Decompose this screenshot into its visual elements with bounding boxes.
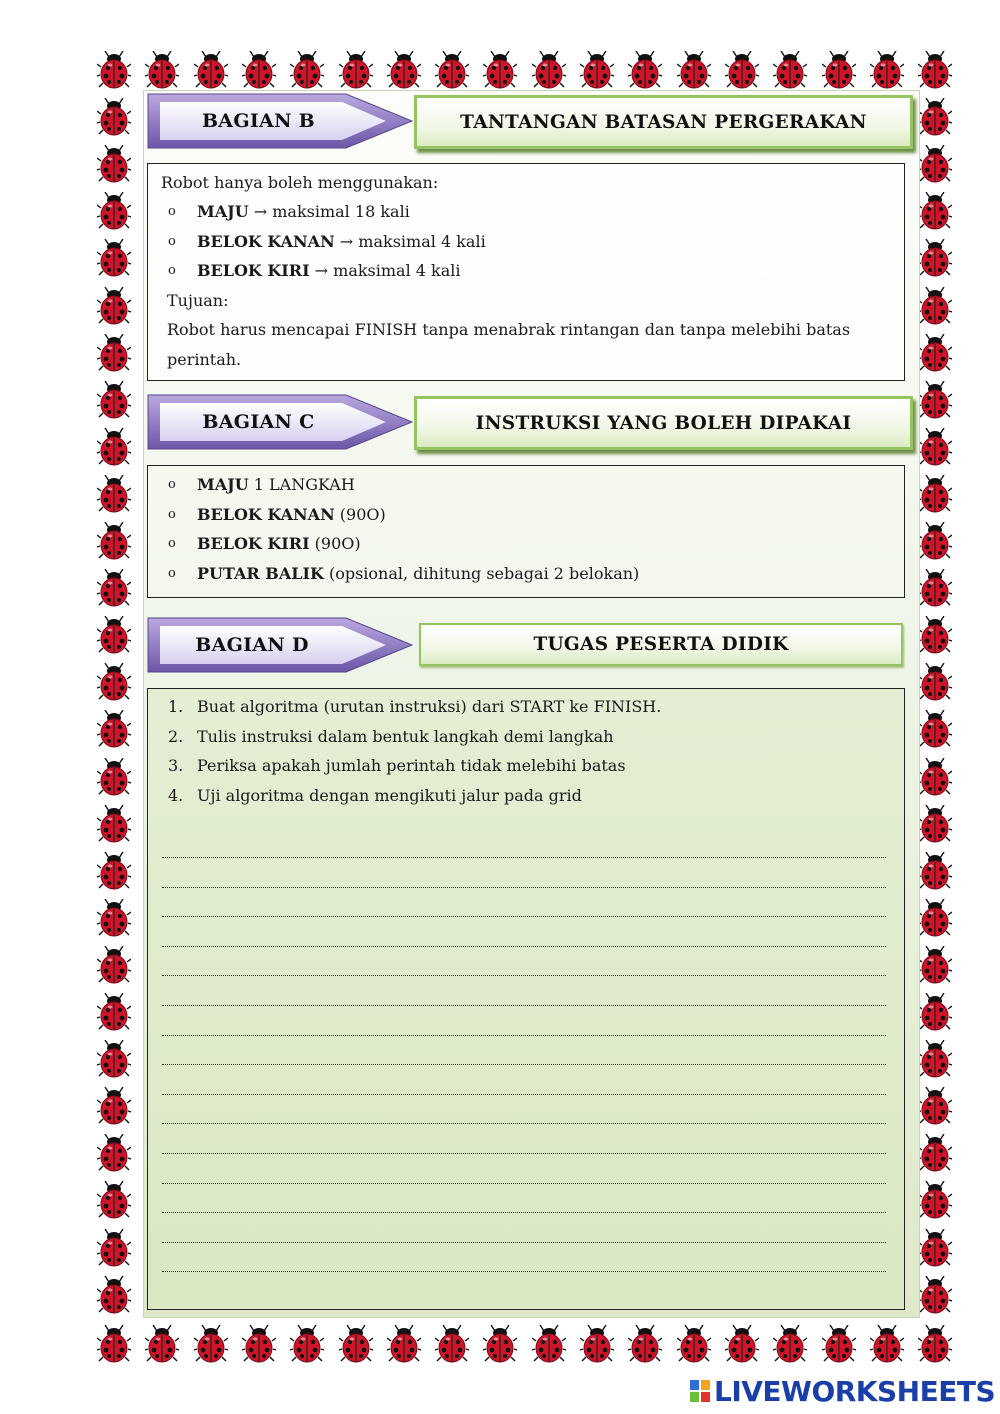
answer-line[interactable]: [162, 1005, 886, 1006]
ladybug-icon: [918, 899, 952, 937]
answer-line[interactable]: [162, 975, 886, 976]
ladybug-icon: [387, 1325, 421, 1363]
section-c-tag-label: BAGIAN C: [202, 411, 315, 433]
ladybug-icon: [580, 1325, 614, 1363]
bullet-icon: o: [168, 565, 176, 581]
ladybug-icon: [918, 428, 952, 466]
ladybug-icon: [97, 522, 131, 560]
section-c-tag: [146, 393, 414, 451]
ladybug-icon: [918, 852, 952, 890]
ladybug-icon: [918, 381, 952, 419]
ladybug-icon: [97, 1040, 131, 1078]
ladybug-icon: [242, 1325, 276, 1363]
ladybug-icon: [97, 852, 131, 890]
ladybug-icon: [97, 287, 131, 325]
ladybug-icon: [483, 51, 517, 89]
section-d-panel: [147, 688, 905, 1310]
task-number: 1.: [168, 697, 184, 716]
answer-line[interactable]: [162, 1271, 886, 1272]
ladybug-icon: [194, 1325, 228, 1363]
ladybug-icon: [918, 475, 952, 513]
section-c-panel: [147, 465, 905, 598]
ladybug-icon: [918, 334, 952, 372]
task-text: Buat algoritma (urutan instruksi) dari START ke FINISH.: [197, 697, 662, 716]
limit-item-keyword: BELOK KIRI: [197, 261, 310, 280]
instruction-item: [197, 475, 355, 494]
instruction-item-keyword: BELOK KIRI: [197, 534, 310, 553]
instruction-item-detail: (opsional, dihitung sebagai 2 belokan): [323, 563, 640, 583]
ladybug-icon: [387, 51, 421, 89]
ladybug-icon: [97, 569, 131, 607]
ladybug-icon: [628, 51, 662, 89]
ladybug-icon: [339, 1325, 373, 1363]
ladybug-icon: [290, 51, 324, 89]
ladybug-icon: [97, 381, 131, 419]
task-number: 3.: [168, 756, 184, 775]
ladybug-icon: [628, 1325, 662, 1363]
answer-line[interactable]: [162, 946, 886, 947]
ladybug-icon: [870, 1325, 904, 1363]
ladybug-icon: [918, 993, 952, 1031]
liveworksheets-logo-icon: [690, 1380, 710, 1402]
ladybug-icon: [97, 1134, 131, 1172]
ladybug-icon: [918, 1087, 952, 1125]
instruction-item-keyword: BELOK KANAN: [197, 504, 335, 524]
ladybug-icon: [97, 1325, 131, 1363]
answer-line[interactable]: [162, 1183, 886, 1184]
instruction-item: [197, 534, 361, 553]
instruction-item: [197, 505, 386, 524]
ladybug-icon: [339, 51, 373, 89]
limit-item-detail: → maksimal 4 kali: [309, 261, 461, 280]
ladybug-icon: [918, 1181, 952, 1219]
liveworksheets-logo: [690, 1374, 995, 1408]
goal-label: Tujuan:: [167, 291, 229, 310]
goal-text-line-2: perintah.: [167, 350, 242, 369]
ladybug-icon: [97, 1276, 131, 1314]
ladybug-icon: [97, 428, 131, 466]
ladybug-icon: [194, 51, 228, 89]
section-d-tag-label: BAGIAN D: [195, 634, 309, 656]
answer-line[interactable]: [162, 916, 886, 917]
ladybug-icon: [725, 51, 759, 89]
answer-line[interactable]: [162, 1123, 886, 1124]
ladybug-icon: [435, 51, 469, 89]
answer-line[interactable]: [162, 1094, 886, 1095]
ladybug-icon: [145, 1325, 179, 1363]
ladybug-icon: [97, 899, 131, 937]
ladybug-icon: [677, 51, 711, 89]
instruction-item-detail: (90O): [334, 504, 386, 524]
section-c-title: INSTRUKSI YANG BOLEH DIPAKAI: [414, 396, 913, 450]
ladybug-icon: [918, 287, 952, 325]
ladybug-icon: [532, 51, 566, 89]
ladybug-icon: [532, 1325, 566, 1363]
ladybug-icon: [918, 663, 952, 701]
limit-item-keyword: MAJU: [197, 202, 249, 221]
answer-line[interactable]: [162, 1153, 886, 1154]
instruction-item-keyword: MAJU: [197, 475, 249, 494]
ladybug-icon: [918, 1229, 952, 1267]
ladybug-icon: [97, 334, 131, 372]
answer-line[interactable]: [162, 1035, 886, 1036]
section-b-tag: [146, 92, 414, 150]
task-text: Uji algoritma dengan mengikuti jalur pada grid: [197, 785, 582, 805]
ladybug-icon: [97, 98, 131, 136]
ladybug-icon: [580, 51, 614, 89]
ladybug-icon: [870, 51, 904, 89]
ladybug-icon: [483, 1325, 517, 1363]
task-text: Tulis instruksi dalam bentuk langkah demi langkah: [197, 726, 614, 746]
ladybug-icon: [435, 1325, 469, 1363]
section-b-tag-label: BAGIAN B: [201, 110, 316, 132]
instruction-item-keyword: PUTAR BALIK: [197, 563, 324, 583]
ladybug-icon: [918, 145, 952, 183]
ladybug-icon: [773, 1325, 807, 1363]
bullet-icon: o: [168, 536, 176, 551]
ladybug-icon: [97, 239, 131, 277]
ladybug-icon: [918, 1276, 952, 1314]
ladybug-icon: [918, 1040, 952, 1078]
ladybug-icon: [918, 522, 952, 560]
ladybug-icon: [918, 1325, 952, 1363]
ladybug-icon: [773, 51, 807, 89]
section-d-title: TUGAS PESERTA DIDIK: [419, 623, 903, 666]
limit-item-keyword: BELOK KANAN: [197, 231, 335, 251]
limit-item-detail: → maksimal 18 kali: [248, 202, 410, 221]
ladybug-icon: [97, 1181, 131, 1219]
limit-item-detail: → maksimal 4 kali: [334, 231, 486, 251]
ladybug-icon: [918, 946, 952, 984]
ladybug-icon: [97, 1087, 131, 1125]
instruction-item-detail: 1 LANGKAH: [248, 475, 355, 494]
ladybug-icon: [97, 710, 131, 748]
bullet-icon: o: [168, 204, 176, 219]
ladybug-icon: [918, 1134, 952, 1172]
ladybug-icon: [97, 51, 131, 89]
answer-line[interactable]: [162, 857, 886, 858]
ladybug-icon: [97, 663, 131, 701]
ladybug-icon: [290, 1325, 324, 1363]
section-b-intro: Robot hanya boleh menggunakan:: [161, 173, 439, 192]
bullet-icon: o: [168, 233, 176, 249]
limit-item: [197, 202, 410, 221]
answer-line[interactable]: [162, 1212, 886, 1213]
ladybug-icon: [97, 758, 131, 796]
section-d-tag: [146, 616, 414, 674]
ladybug-icon: [677, 1325, 711, 1363]
task-text: Periksa apakah jumlah perintah tidak melebihi batas: [197, 756, 626, 775]
ladybug-icon: [97, 192, 131, 230]
ladybug-icon: [918, 51, 952, 89]
ladybug-icon: [97, 946, 131, 984]
ladybug-icon: [822, 51, 856, 89]
instruction-item-detail: (90O): [309, 534, 361, 553]
ladybug-icon: [97, 805, 131, 843]
ladybug-icon: [97, 993, 131, 1031]
task-number: 4.: [168, 785, 184, 805]
ladybug-icon: [918, 192, 952, 230]
bullet-icon: o: [168, 477, 176, 492]
answer-line[interactable]: [162, 1064, 886, 1065]
section-b-title: TANTANGAN BATASAN PERGERAKAN: [414, 95, 913, 149]
ladybug-icon: [725, 1325, 759, 1363]
ladybug-icon: [918, 569, 952, 607]
ladybug-icon: [918, 616, 952, 654]
ladybug-icon: [822, 1325, 856, 1363]
ladybug-icon: [918, 239, 952, 277]
ladybug-icon: [918, 805, 952, 843]
bullet-icon: o: [168, 506, 176, 522]
ladybug-icon: [242, 51, 276, 89]
answer-line[interactable]: [162, 887, 886, 888]
instruction-item: [197, 564, 639, 583]
section-b-panel: [147, 163, 905, 381]
bullet-icon: o: [168, 263, 176, 278]
ladybug-icon: [145, 51, 179, 89]
goal-text-line-1: Robot harus mencapai FINISH tanpa menabrak rintangan dan tanpa melebihi batas: [167, 320, 851, 339]
ladybug-icon: [97, 475, 131, 513]
ladybug-icon: [918, 710, 952, 748]
ladybug-icon: [918, 98, 952, 136]
ladybug-icon: [97, 145, 131, 183]
limit-item: [197, 232, 486, 251]
liveworksheets-brand-text: LIVEWORKSHEETS: [714, 1374, 996, 1408]
answer-line[interactable]: [162, 1242, 886, 1243]
ladybug-icon: [918, 758, 952, 796]
limit-item: [197, 261, 461, 280]
task-number: 2.: [168, 726, 184, 746]
ladybug-icon: [97, 616, 131, 654]
ladybug-icon: [97, 1229, 131, 1267]
